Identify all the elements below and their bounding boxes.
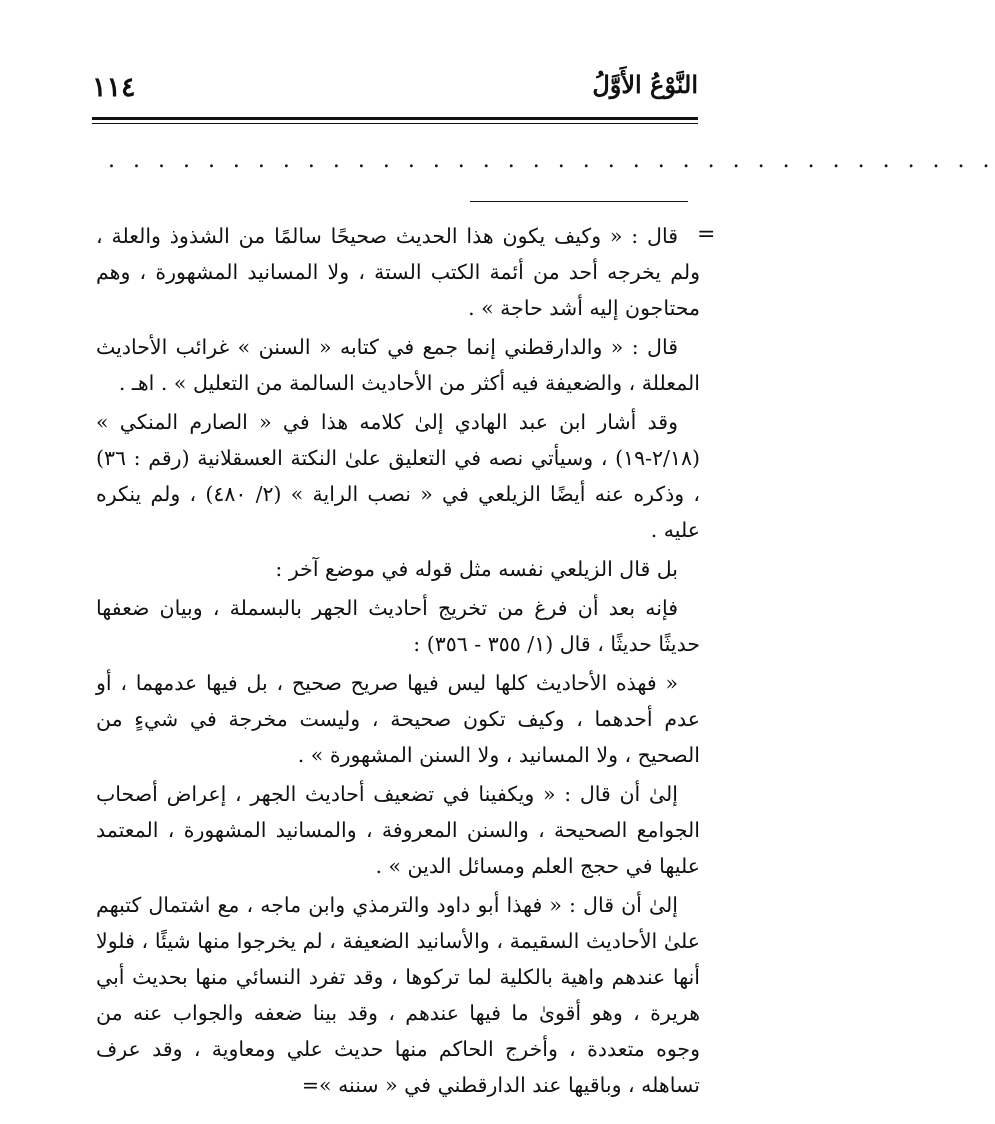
footnote-text <box>96 218 700 1106</box>
omission-dots: . . . . . . . . . . . . . . . . . . . . . . . . . . . . . . . . . . . . <box>108 148 995 173</box>
page-number: ١١٤ <box>92 72 136 103</box>
paragraph: إلىٰ أن قال : « فهذا أبو داود والترمذي وابن ماجه ، مع اشتمال كتبهم علىٰ الأحاديث السقيمة ، والأسانيد الضعيفة ، لم يخرجوا منها شيئًا ، فلولا أنها عندهم واهية بالكلية لما تركوها ، وقد تفرد النسائي منها بحديث أبي هريرة ، وهو أقوىٰ ما فيها عندهم ، وقد بينا ضعفه والجواب عنه من وجوه متعددة ، وأخرج الحاكم منها حديث علي ومعاوية ، وقد عرف تساهله ، وباقيها عند الدارقطني في « سننه »= <box>96 893 700 1097</box>
page-header <box>92 60 698 116</box>
footnote-separator <box>470 201 688 202</box>
paragraph: إلىٰ أن قال : « ويكفينا في تضعيف أحاديث الجهر ، إعراض أصحاب الجوامع الصحيحة ، والسنن المعروفة ، والمسانيد المشهورة ، المعتمد عليها في حجج العلم ومسائل الدين » . <box>96 782 700 878</box>
paragraph: « فهذه الأحاديث كلها ليس فيها صريح صحيح ، بل فيها عدمهما ، أو عدم أحدهما ، وكيف تكون صحيحة ، وليست مخرجة في شيءٍ من الصحيح ، ولا المسانيد ، ولا السنن المشهورة » . <box>96 671 700 767</box>
running-title: النَّوْعُ الأَوَّلُ <box>592 70 698 99</box>
paragraph: قال : « وكيف يكون هذا الحديث صحيحًا سالمًا من الشذوذ والعلة ، ولم يخرجه أحد من أئمة الكتب الستة ، ولا المسانيد المشهورة ، وهم محتاجون إليه أشد حاجة » . <box>96 224 700 320</box>
paragraph: وقد أشار ابن عبد الهادي إلىٰ كلامه هذا في « الصارم المنكي » (٢/١٨-١٩) ، وسيأتي نصه في التعليق علىٰ النكتة العسقلانية (رقم : ٣٦) ، وذكره عنه أيضًا الزيلعي في « نصب الراية » (٢/ ٤٨٠) ، ولم ينكره عليه . <box>96 410 701 542</box>
continuation-mark: = <box>697 222 716 247</box>
paragraph: بل قال الزيلعي نفسه مثل قوله في موضع آخر : <box>275 557 678 581</box>
header-rule-thin <box>92 123 698 124</box>
header-rule-thick <box>92 117 698 120</box>
paragraph: فإنه بعد أن فرغ من تخريج أحاديث الجهر بالبسملة ، وبيان ضعفها حديثًا حديثًا ، قال (١/ ٣٥٥ - ٣٥٦) : <box>96 596 700 656</box>
paragraph: قال : « والدارقطني إنما جمع في كتابه « السنن » غرائب الأحاديث المعللة ، والضعيفة فيه أكثر من الأحاديث السالمة من التعليل » . اهـ . <box>96 335 700 395</box>
